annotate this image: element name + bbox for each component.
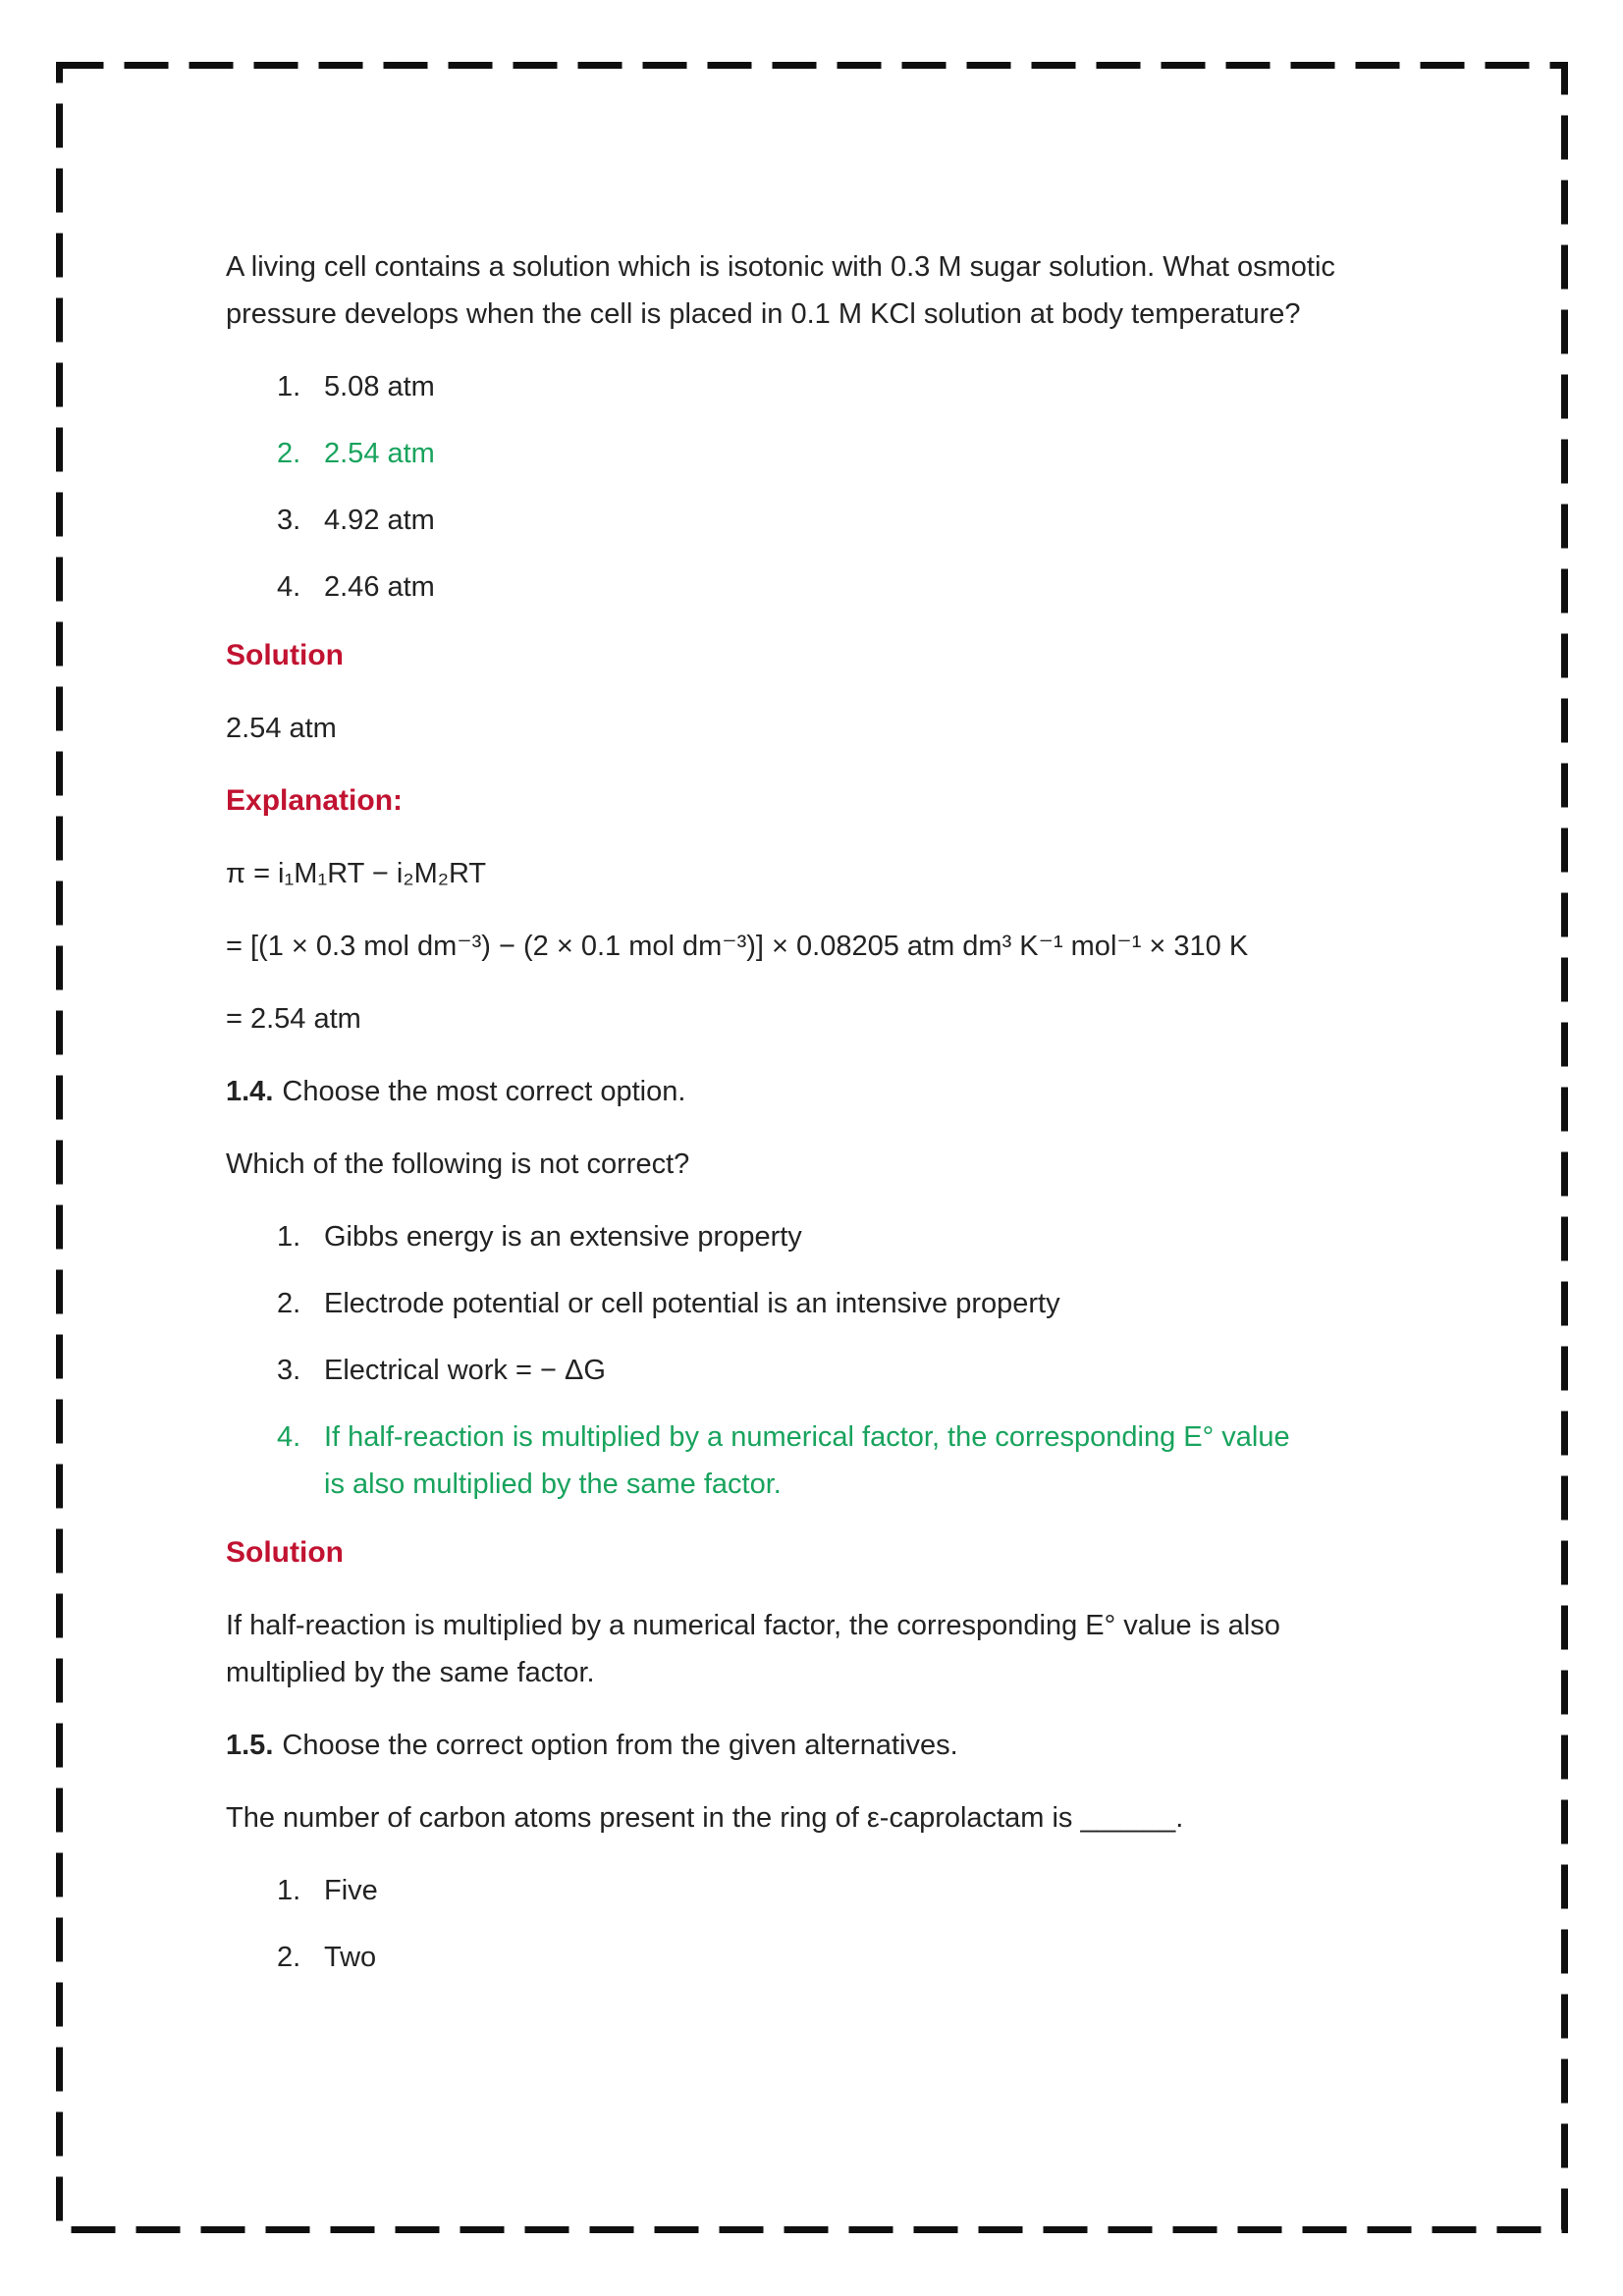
- option-row-correct: [277, 1414, 1384, 1508]
- result-line: = 2.54 atm: [226, 1003, 361, 1035]
- question-1-4-header: [226, 1068, 1384, 1115]
- option-label: Electrode potential or cell potential is an intensive property: [324, 1288, 1060, 1319]
- option-number: 2.: [277, 1288, 301, 1319]
- option-row: [277, 1934, 1384, 1981]
- option-row: [277, 497, 1384, 544]
- option-number: 1.: [277, 1875, 301, 1906]
- option-label: Electrical work = − ΔG: [324, 1355, 606, 1386]
- option-number: 4.: [277, 1421, 301, 1453]
- option-number: 1.: [277, 1221, 301, 1253]
- question-instruction: Choose the correct option from the given alternatives.: [282, 1730, 958, 1761]
- question-1-5-header: [226, 1722, 1384, 1769]
- page-content: [226, 243, 1384, 2002]
- option-row: [277, 363, 1384, 410]
- explanation-heading: Explanation:: [226, 784, 404, 817]
- option-row-correct: [277, 430, 1384, 477]
- option-label: 5.08 atm: [324, 371, 435, 402]
- question-1-5-text: The number of carbon atoms present in the ring of ε-caprolactam is ______.: [226, 1802, 1184, 1834]
- question-instruction: Choose the most correct option.: [282, 1076, 686, 1107]
- question-number: 1.4.: [226, 1076, 274, 1107]
- option-label: If half-reaction is multiplied by a numerical factor, the corresponding E° value is also multiplied by the same factor.: [324, 1421, 1290, 1500]
- option-number: 3.: [277, 505, 301, 536]
- option-label: Two: [324, 1942, 377, 1973]
- options-list-osmotic: [226, 363, 1384, 611]
- question-osmotic-text: A living cell contains a solution which is isotonic with 0.3 M sugar solution. What osmotic pressure develops when the cell is placed in 0.1 M KCl solution at body temperature?: [226, 251, 1335, 330]
- option-row: [277, 1213, 1384, 1260]
- formula-line: π = i₁M₁RT − i₂M₂RT: [226, 858, 487, 889]
- option-label: 4.92 atm: [324, 505, 435, 536]
- question-number: 1.5.: [226, 1730, 274, 1761]
- option-label: 2.46 atm: [324, 571, 435, 603]
- options-list-1-5: [226, 1867, 1384, 1981]
- option-label: Five: [324, 1875, 378, 1906]
- question-1-4-text: Which of the following is not correct?: [226, 1148, 690, 1180]
- option-row: [277, 1347, 1384, 1394]
- calculation-line: = [(1 × 0.3 mol dm⁻³) − (2 × 0.1 mol dm⁻³)] × 0.08205 atm dm³ K⁻¹ mol⁻¹ × 310 K: [226, 931, 1249, 962]
- option-number: 3.: [277, 1355, 301, 1386]
- options-list-1-4: [226, 1213, 1384, 1508]
- option-number: 1.: [277, 371, 301, 402]
- option-number: 4.: [277, 571, 301, 603]
- option-number: 2.: [277, 1942, 301, 1973]
- option-row: [277, 1867, 1384, 1914]
- option-label: 2.54 atm: [324, 438, 435, 469]
- option-row: [277, 563, 1384, 611]
- solution-heading: Solution: [226, 1536, 344, 1569]
- option-label: Gibbs energy is an extensive property: [324, 1221, 802, 1253]
- solution-heading: Solution: [226, 639, 344, 671]
- option-number: 2.: [277, 438, 301, 469]
- solution-answer: If half-reaction is multiplied by a numerical factor, the corresponding E° value is also multiplied by the same factor.: [226, 1610, 1280, 1688]
- option-row: [277, 1280, 1384, 1327]
- solution-answer: 2.54 atm: [226, 713, 337, 744]
